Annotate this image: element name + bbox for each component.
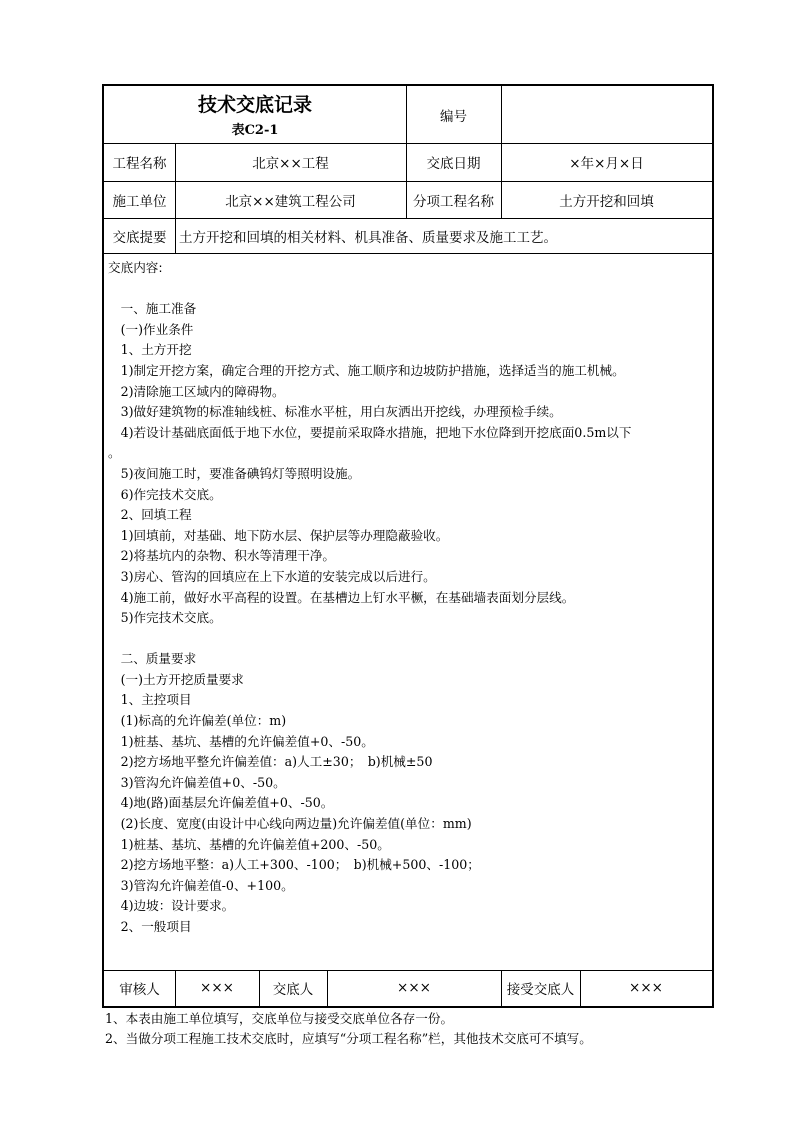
subproject-label: 分项工程名称 xyxy=(413,193,494,210)
form-code: 表C2-1 xyxy=(231,122,279,138)
content-line: 6)作完技术交底。 xyxy=(108,486,222,502)
content-line: 1、主控项目 xyxy=(108,692,192,708)
content-line xyxy=(108,279,712,300)
content-line: 5)夜间施工时，要准备碘钨灯等照明设施。 xyxy=(108,465,361,481)
reviewer-label: 审核人 xyxy=(119,982,160,998)
content-line: 3)管沟允许偏差值+0、-50。 xyxy=(108,774,286,790)
content-line: (一)土方开挖质量要求 xyxy=(108,671,244,687)
content-line: 2)清除施工区域内的障碍物。 xyxy=(108,383,285,399)
content-line: (2)长度、宽度(由设计中心线向两边量)允许偏差值(单位：mm) xyxy=(108,816,472,832)
content-line: 1)桩基、基坑、基槽的允许偏差值+200、-50。 xyxy=(108,836,390,852)
content-line: 4)施工前，做好水平高程的设置。在基槽边上钉水平橛，在基础墙表面划分层线。 xyxy=(108,589,575,605)
number-field[interactable] xyxy=(501,86,712,143)
content-line: 二、质量要求 xyxy=(108,651,197,667)
content-line: 2)挖方场地平整：a)人工+300、-100； b)机械+500、-100； xyxy=(108,857,480,873)
content-line: 1)回填前，对基础、地下防水层、保护层等办理隐蔽验收。 xyxy=(108,527,449,543)
technical-disclosure-form xyxy=(102,84,714,1008)
date-label: 交底日期 xyxy=(426,156,481,172)
footnote: 1、本表由施工单位填写，交底单位与接受交底单位各存一份。 xyxy=(105,1011,454,1026)
form-title: 技术交底记录 xyxy=(197,93,312,116)
summary-label: 交底提要 xyxy=(112,229,167,246)
project-name-label: 工程名称 xyxy=(112,156,167,172)
contractor-field[interactable]: 北京××建筑工程公司 xyxy=(225,193,356,210)
content-line: 4)若设计基础底面低于地下水位，要提前采取降水措施，把地下水位降到开挖底面0.5m以下 xyxy=(108,424,632,440)
content-line: 3)做好建筑物的标准轴线桩、标准水平桩，用白灰洒出开挖线，办理预检手续。 xyxy=(108,404,562,420)
content-line: 2、回填工程 xyxy=(108,507,192,523)
content-line: (1)标高的允许偏差(单位：m) xyxy=(108,713,287,729)
number-label: 编号 xyxy=(440,108,467,125)
footnote: 2、当做分项工程施工技术交底时，应填写“分项工程名称”栏，其他技术交底可不填写。 xyxy=(105,1031,592,1046)
content-line: 3)房心、管沟的回填应在上下水道的安装完成以后进行。 xyxy=(108,568,436,584)
summary-field[interactable]: 土方开挖和回填的相关材料、机具准备、质量要求及施工工艺。 xyxy=(179,229,557,246)
receiver-field[interactable]: ××× xyxy=(629,980,663,996)
content-line: (一)作业条件 xyxy=(108,321,194,337)
reviewer-field[interactable]: ××× xyxy=(200,980,234,996)
disclosure-content xyxy=(108,258,712,938)
contractor-label: 施工单位 xyxy=(112,193,167,210)
project-name-field[interactable]: 北京××工程 xyxy=(252,156,329,172)
content-line: 2、一般项目 xyxy=(108,919,192,934)
content-line: 4)边坡：设计要求。 xyxy=(108,898,235,914)
presenter-field[interactable]: ××× xyxy=(397,980,431,996)
content-line: 1、土方开挖 xyxy=(108,342,192,358)
content-line: 4)地(路)面基层允许偏差值+0、-50。 xyxy=(108,795,334,811)
content-line: 2)将基坑内的杂物、积水等清理干净。 xyxy=(108,548,336,564)
content-line: 5)作完技术交底。 xyxy=(108,610,222,626)
content-line xyxy=(108,629,712,650)
content-line: 。 xyxy=(108,445,121,461)
content-line: 2)挖方场地平整允许偏差值：a)人工±30； b)机械±50 xyxy=(108,754,433,770)
content-line: 1)桩基、基坑、基槽的允许偏差值+0、-50。 xyxy=(108,733,374,749)
subproject-field[interactable]: 土方开挖和回填 xyxy=(559,193,654,210)
receiver-label: 接受交底人 xyxy=(506,982,575,998)
footnotes xyxy=(105,1009,592,1049)
presenter-label: 交底人 xyxy=(272,982,314,998)
date-field[interactable]: ×年×月×日 xyxy=(569,156,644,172)
content-label: 交底内容: xyxy=(108,260,163,275)
content-line: 一、施工准备 xyxy=(108,301,197,317)
content-line: 1)制定开挖方案，确定合理的开挖方式、施工顺序和边坡防护措施，选择适当的施工机械。 xyxy=(108,362,625,378)
content-lines xyxy=(108,279,712,938)
content-line: 3)管沟允许偏差值-0、+100。 xyxy=(108,877,294,893)
